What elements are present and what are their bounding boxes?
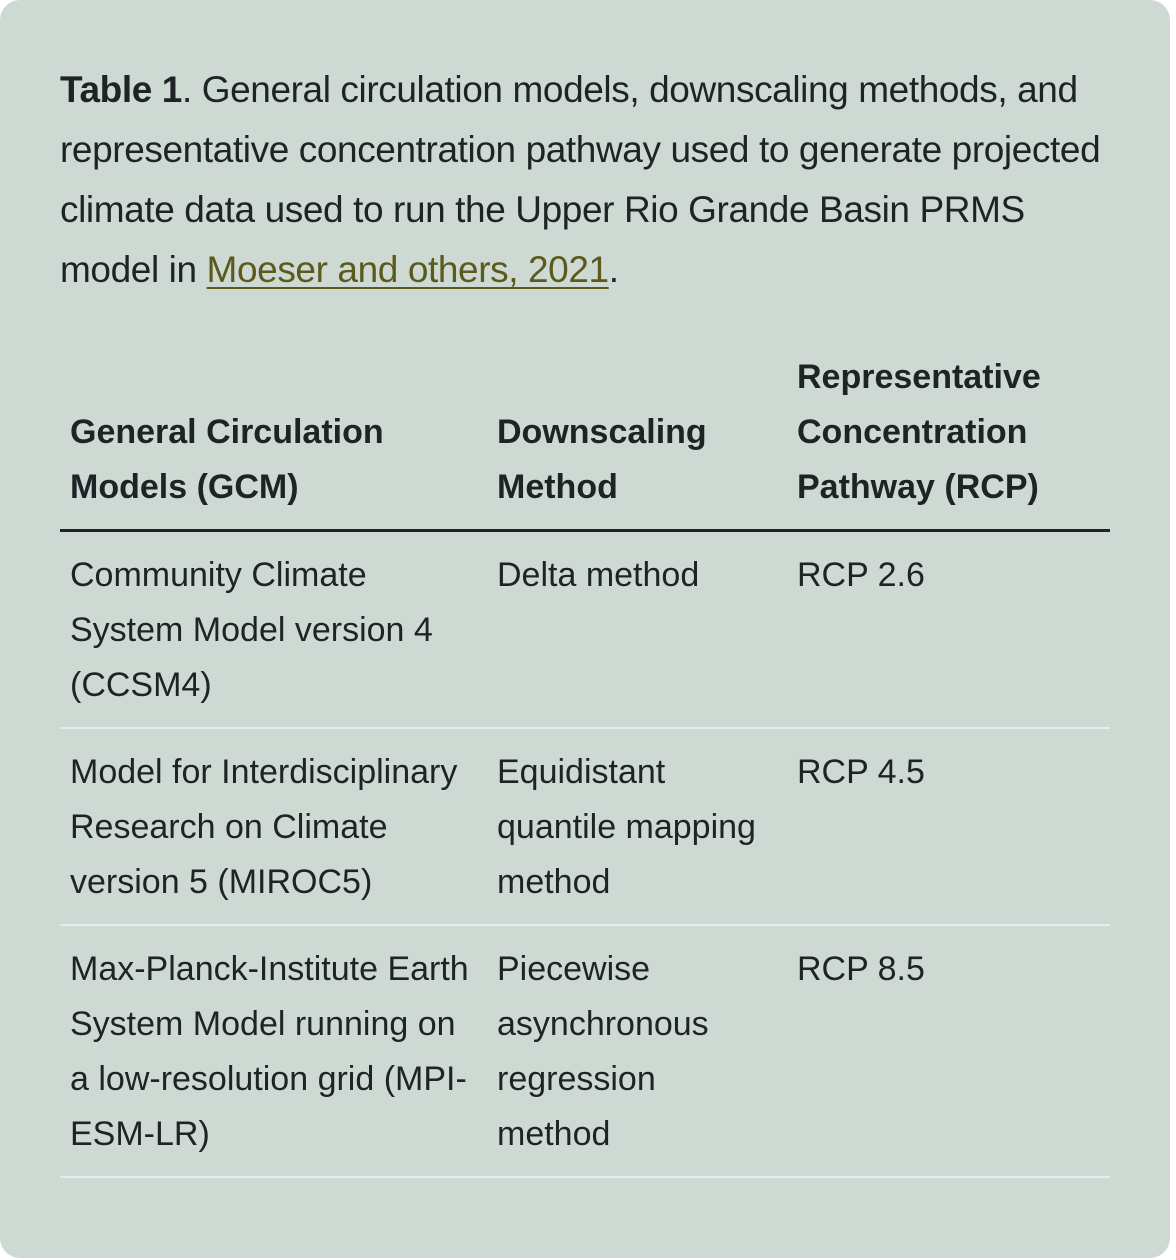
cell-gcm: Community Climate System Model version 4 (CCSM4): [60, 531, 487, 729]
cell-rcp: RCP 2.6: [787, 531, 1110, 729]
table-row: [60, 925, 1110, 1177]
header-downscaling-method: Downscaling Method: [487, 350, 787, 531]
cell-gcm: Model for Interdisciplinary Research on Climate version 5 (MIROC5): [60, 728, 487, 925]
caption-text: . General circulation models, downscaling methods, and representative concentration pathway used to generate projected climate data used to run the Upper Rio Grande Basin PRMS model in: [60, 69, 1101, 290]
cell-downscaling-method: Piecewise asynchronous regression method: [487, 925, 787, 1177]
header-rcp: Representative Concentration Pathway (RCP): [787, 350, 1110, 531]
cell-rcp: RCP 4.5: [787, 728, 1110, 925]
table-header-row: [60, 350, 1110, 531]
cell-downscaling-method: Equidistant quantile mapping method: [487, 728, 787, 925]
cell-rcp: RCP 8.5: [787, 925, 1110, 1177]
header-gcm: General Circulation Models (GCM): [60, 350, 487, 531]
table-row: [60, 531, 1110, 729]
cell-downscaling-method: Delta method: [487, 531, 787, 729]
citation-link[interactable]: Moeser and others, 2021: [206, 249, 609, 290]
table-row: [60, 728, 1110, 925]
caption-end: .: [608, 249, 619, 290]
climate-models-table: [60, 350, 1110, 1178]
table-caption: [60, 60, 1108, 300]
cell-gcm: Max-Planck-Institute Earth System Model running on a low-resolution grid (MPI-ESM-LR): [60, 925, 487, 1177]
caption-label: Table 1: [60, 69, 182, 110]
